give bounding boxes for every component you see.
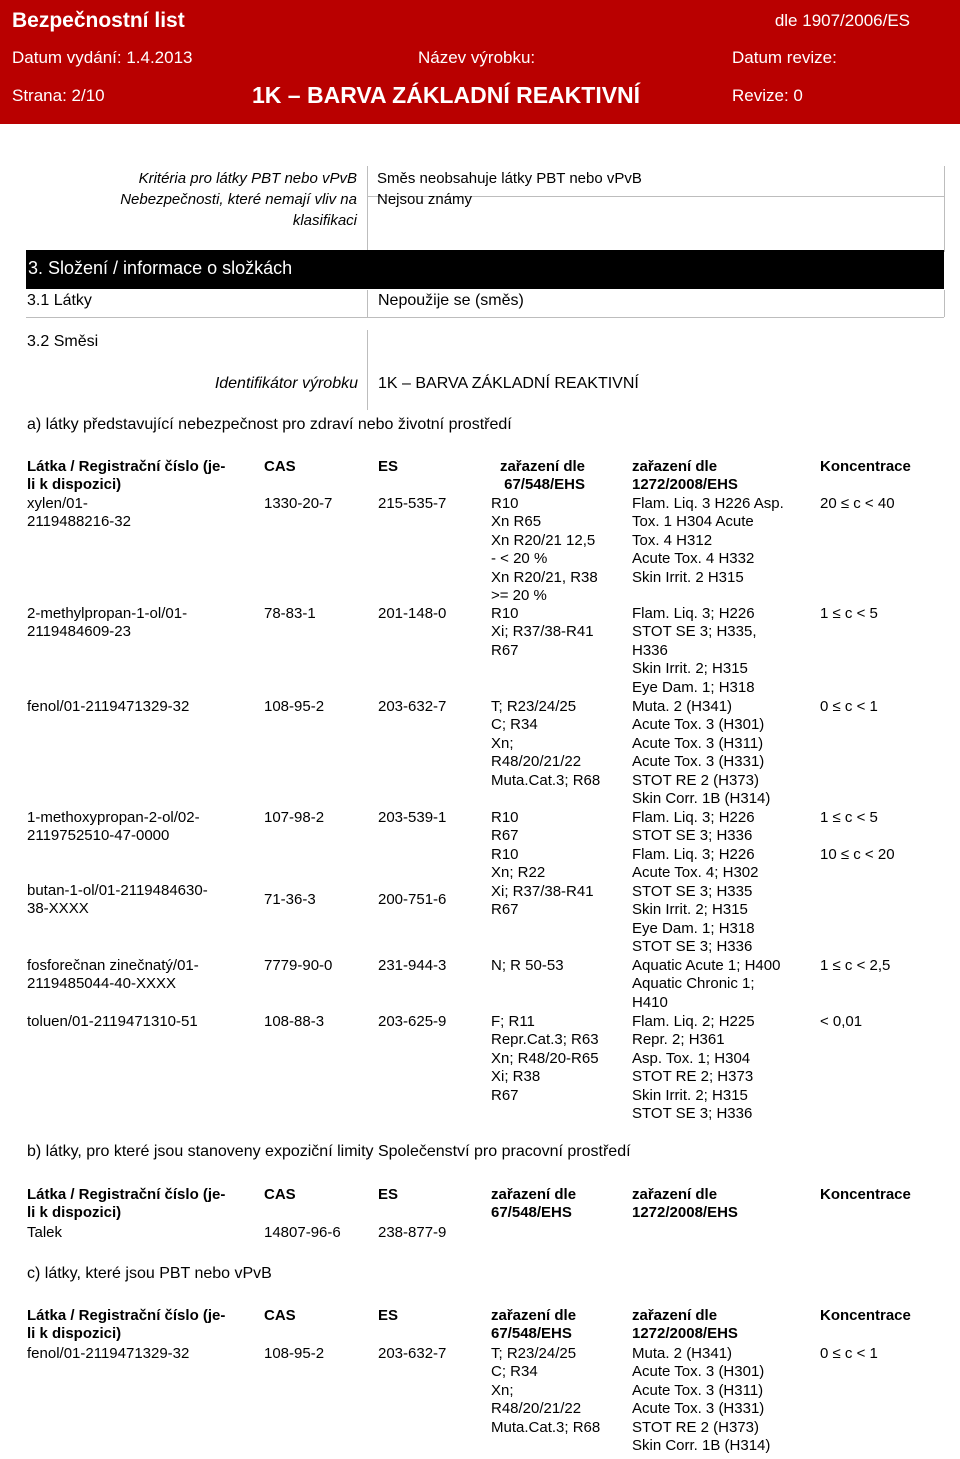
table-row-concentration: 1 ≤ c < 2,5 [820,957,891,974]
col-header-cas: CAS [264,458,296,475]
table-row-substance: 1-methoxypropan-2-ol/02- 2119752510-47-0000 [27,809,200,845]
col-header-concentration: Koncentrace [820,458,911,475]
table-row-class-1272: Flam. Liq. 3; H226 STOT SE 3; H335, H336 Skin Irrit. 2; H315 Eye Dam. 1; H318 [632,605,757,696]
table-row-class-1272: Muta. 2 (H341) Acute Tox. 3 (H301) Acute Tox. 3 (H311) Acute Tox. 3 (H331) STOT RE 2 (H373) Skin Corr. 1B (H314) [632,1345,771,1455]
col-header-es: ES [378,1186,399,1203]
table-row-es: 231-944-3 [378,957,447,974]
col-header-class-1272: zařazení dle 1272/2008/EHS [632,1186,738,1222]
table-row-class-1272: Flam. Liq. 3; H226 STOT SE 3; H336 [632,809,755,845]
table-row-es: 203-632-7 [378,1345,447,1362]
section-3-title: 3. Složení / informace o složkách [28,258,293,278]
page-number: Strana: 2/10 [12,86,105,105]
table-row-class-1272: Muta. 2 (H341) Acute Tox. 3 (H301) Acute Tox. 3 (H311) Acute Tox. 3 (H331) STOT RE 2 (H373) Skin Corr. 1B (H314) [632,698,771,808]
table-row-concentration: 1 ≤ c < 5 [820,809,878,826]
identifier-label: Identifikátor výrobku [214,375,358,392]
header-product-bar [0,74,960,124]
col-header-es: ES [378,458,399,475]
divider [367,330,368,410]
table-row-cas: 1330-20-7 [264,495,333,512]
table-row-class-67: T; R23/24/25 C; R34 Xn; R48/20/21/22 Muta.Cat.3; R68 [491,1345,601,1436]
table-row-es: 238-877-9 [378,1224,447,1241]
other-hazards-label: Nebezpečnosti, které nemají vliv na [120,191,357,208]
table-row-substance: Talek [27,1224,63,1241]
col-header-class-1272: zařazení dle 1272/2008/EHS [632,458,738,494]
table-row-substance: fenol/01-2119471329-32 [27,698,190,715]
table-row-concentration: < 0,01 [820,1013,863,1030]
table-row-substance: 2-methylpropan-1-ol/01- 2119484609-23 [27,605,188,641]
col-header-class-67: zařazení dle 67/548/EHS [499,458,585,494]
col-header-substance: Látka / Registrační číslo (je- li k dispozici) [27,1186,226,1222]
table-row-cas: 108-95-2 [264,698,325,715]
divider [367,166,368,252]
table-row-cas: 108-88-3 [264,1013,325,1030]
issue-date: Datum vydání: 1.4.2013 [12,48,193,67]
table-row-concentration: 0 ≤ c < 1 [820,1345,878,1362]
subsection-b-title: b) látky, pro které jsou stanoveny expoziční limity Společenství pro pracovní prostředí [27,1143,631,1160]
col-header-concentration: Koncentrace [820,1307,911,1324]
table-row-substance: xylen/01- 2119488216-32 [27,495,131,531]
table-row-substance: toluen/01-2119471310-51 [27,1013,198,1030]
col-header-substance: Látka / Registrační číslo (je- li k dispozici) [27,1307,226,1343]
divider [367,290,368,317]
col-header-class-1272: zařazení dle 1272/2008/EHS [632,1307,738,1343]
table-row-class-67: R10 Xn; R22 Xi; R37/38-R41 R67 [491,846,594,919]
divider [26,317,944,318]
col-header-concentration: Koncentrace [820,1186,911,1203]
identifier-value: 1K – BARVA ZÁKLADNÍ REAKTIVNÍ [378,375,639,392]
table-row-es: 203-539-1 [378,809,447,826]
subsection-c-title: c) látky, které jsou PBT nebo vPvB [27,1265,272,1282]
table-row-es: 201-148-0 [378,605,447,622]
col-header-es: ES [378,1307,399,1324]
regulation: dle 1907/2006/ES [774,11,910,30]
table-row-cas: 7779-90-0 [264,957,333,974]
doc-title: Bezpečnostní list [12,9,185,32]
table-row-es: 203-625-9 [378,1013,447,1030]
table-row-class-1272: Flam. Liq. 2; H225 Repr. 2; H361 Asp. Tox. 1; H304 STOT RE 2; H373 Skin Irrit. 2; H315 STOT SE 3; H336 [632,1013,755,1123]
table-row-class-67: R10 R67 [491,809,519,845]
table-row-es: 203-632-7 [378,698,447,715]
table-row-concentration: 20 ≤ c < 40 [820,495,895,512]
table-row-substance: fenol/01-2119471329-32 [27,1345,190,1362]
section-3-header [26,250,944,289]
col-header-substance: Látka / Registrační číslo (je- li k dispozici) [27,458,226,494]
col-header-class-67: zařazení dle 67/548/EHS [491,1186,577,1222]
pbt-criteria-value: Směs neobsahuje látky PBT nebo vPvB [377,170,642,187]
section-3-2-label: 3.2 Směsi [27,333,99,350]
table-row-class-67: N; R 50-53 [491,957,564,974]
pbt-criteria-label: Kritéria pro látky PBT nebo vPvB [138,170,357,187]
revision: Revize: 0 [732,86,803,105]
table-row-cas: 107-98-2 [264,809,325,826]
table-row-cas: 71-36-3 [264,891,316,908]
subsection-a-title: a) látky představující nebezpečnost pro zdraví nebo životní prostředí [27,416,512,433]
table-row-class-1272: Aquatic Acute 1; H400 Aquatic Chronic 1; H410 [632,957,781,1011]
col-header-cas: CAS [264,1186,296,1203]
table-row-concentration: 1 ≤ c < 5 [820,605,878,622]
divider [944,290,945,317]
other-hazards-value: Nejsou známy [377,191,473,208]
divider [944,166,945,252]
revision-date-label: Datum revize: [732,48,837,67]
col-header-cas: CAS [264,1307,296,1324]
product-name-label: Název výrobku: [418,48,536,67]
table-row-es: 200-751-6 [378,891,447,908]
table-row-substance: fosforečnan zinečnatý/01- 2119485044-40-XXXX [27,957,199,993]
col-header-class-67: zařazení dle 67/548/EHS [491,1307,577,1343]
table-row-class-1272: Flam. Liq. 3; H226 Acute Tox. 4; H302 STOT SE 3; H335 Skin Irrit. 2; H315 Eye Dam. 1; H318 STOT SE 3; H336 [632,846,759,956]
product-name: 1K – BARVA ZÁKLADNÍ REAKTIVNÍ [252,82,641,108]
table-row-cas: 108-95-2 [264,1345,325,1362]
table-row-class-1272: Flam. Liq. 3 H226 Asp. Tox. 1 H304 Acute Tox. 4 H312 Acute Tox. 4 H332 Skin Irrit. 2 H315 [632,495,784,586]
table-row-concentration: 10 ≤ c < 20 [820,846,895,863]
table-row-class-67: T; R23/24/25 C; R34 Xn; R48/20/21/22 Muta.Cat.3; R68 [491,698,601,789]
section-3-1-value: Nepoužije se (směs) [378,292,524,309]
header-title-bar [0,0,960,44]
table-row-substance: butan-1-ol/01-2119484630- 38-XXXX [27,882,208,918]
table-row-class-67: R10 Xn R65 Xn R20/21 12,5 - < 20 % Xn R20/21, R38 >= 20 % [491,495,598,605]
table-row-cas: 14807-96-6 [264,1224,341,1241]
table-row-class-67: R10 Xi; R37/38-R41 R67 [491,605,594,659]
table-row-concentration: 0 ≤ c < 1 [820,698,878,715]
section-3-1-label: 3.1 Látky [27,292,92,309]
other-hazards-label-2: klasifikaci [292,212,357,229]
table-row-cas: 78-83-1 [264,605,316,622]
table-row-class-67: F; R11 Repr.Cat.3; R63 Xn; R48/20-R65 Xi; R38 R67 [491,1013,599,1104]
table-row-es: 215-535-7 [378,495,447,512]
header-info-bar [0,44,960,74]
